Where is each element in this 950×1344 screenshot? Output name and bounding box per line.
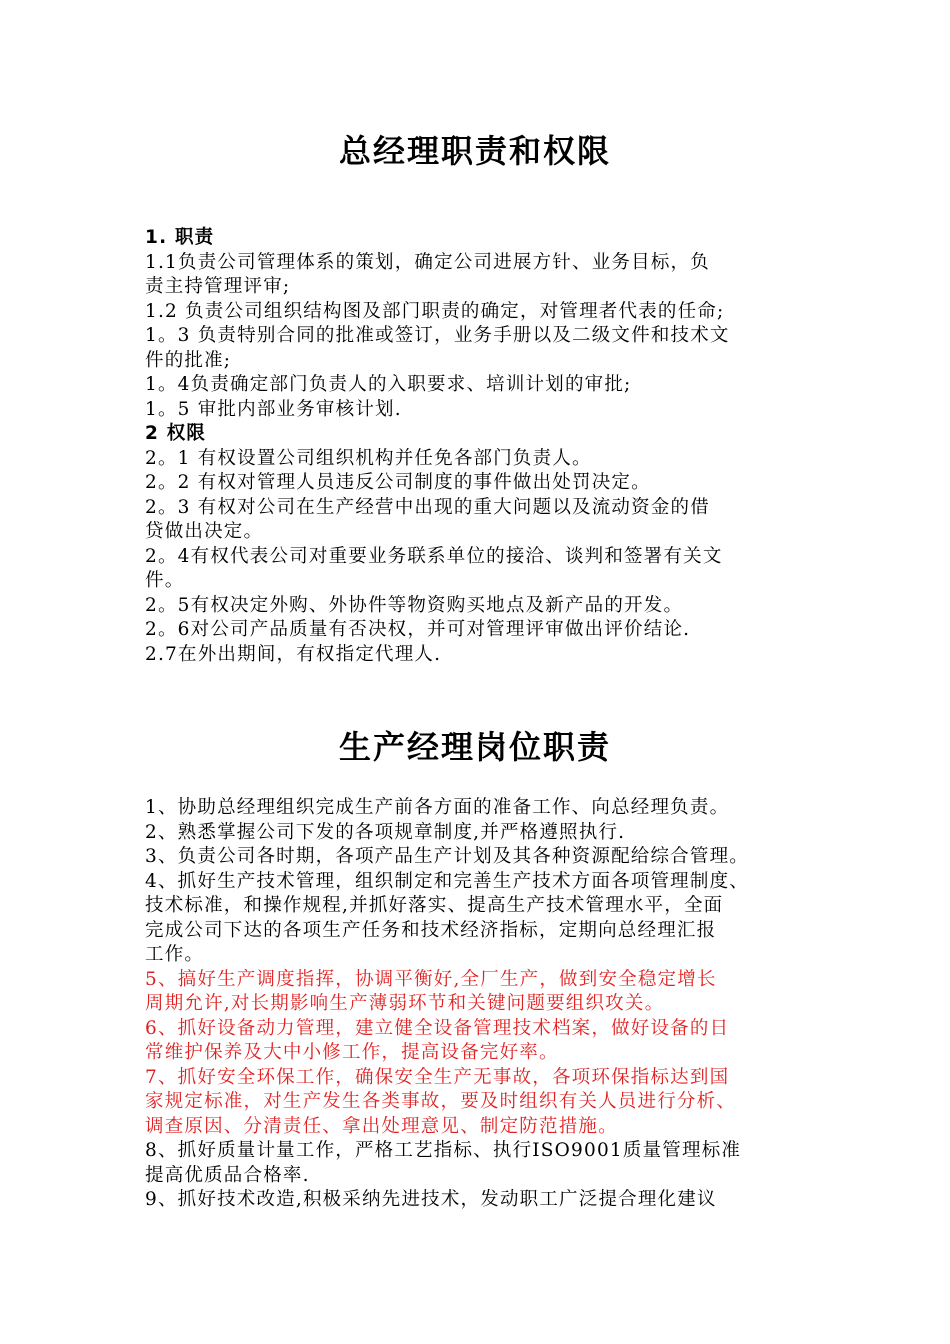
- text-line: 责主持管理评审;: [145, 276, 291, 297]
- text-line: 2。4有权代表公司对重要业务联系单位的接洽、谈判和签署有关文: [145, 545, 723, 567]
- text-line: 9、抓好技术改造,积极采纳先进技术，发动职工广泛提合理化建议: [145, 1189, 717, 1210]
- text-line: 2、熟悉掌握公司下发的各项规章制度,并严格遵照执行.: [145, 821, 626, 843]
- text-line: 1。3 负责特别合同的批准或签订，业务手册以及二级文件和技术文: [145, 325, 730, 346]
- text-line: 2.7在外出期间，有权指定代理人.: [145, 643, 442, 665]
- text-line: 2。2 有权对管理人员违反公司制度的事件做出处罚决定。: [145, 472, 651, 493]
- general-manager-duties-body: [145, 226, 815, 667]
- text-line: 1。4负责确定部门负责人的入职要求、培训计划的审批;: [145, 374, 632, 395]
- heading-authority: 2 权限: [145, 423, 207, 444]
- text-line: 1.2 负责公司组织结构图及部门职责的确定，对管理者代表的任命;: [145, 300, 725, 322]
- highlighted-text-line: 调查原因、分清责任、拿出处理意见、制定防范措施。: [145, 1115, 618, 1137]
- text-line: 工作。: [145, 944, 205, 965]
- text-line: 3、负责公司各时期，各项产品生产计划及其各种资源配给综合管理。: [145, 846, 749, 867]
- text-line: 提高优质品合格率.: [145, 1164, 310, 1186]
- text-line: 完成公司下达的各项生产任务和技术经济指标，定期向总经理汇报: [145, 919, 717, 941]
- highlighted-text-line: 常维护保养及大中小修工作，提高设备完好率。: [145, 1042, 559, 1063]
- highlighted-text-line: 7、抓好安全环保工作，确保安全生产无事故，各项环保指标达到国: [145, 1066, 730, 1088]
- text-line: 2。6对公司产品质量有否决权，并可对管理评审做出评价结论.: [145, 619, 691, 640]
- text-line: 1、协助总经理组织完成生产前各方面的准备工作、向总经理负责。: [145, 797, 730, 818]
- highlighted-text-line: 家规定标准，对生产发生各类事故，要及时组织有关人员进行分析、: [145, 1091, 737, 1112]
- text-line: 件。: [145, 570, 185, 591]
- text-line: 件的批准;: [145, 349, 232, 371]
- text-line: 1。5 审批内部业务审核计划.: [145, 398, 402, 420]
- text-line: 8、抓好质量计量工作，严格工艺指标、执行ISO9001质量管理标准: [145, 1140, 742, 1161]
- heading-duties: 1. 职责: [145, 227, 215, 248]
- section-title-general-manager: 总经理职责和权限: [338, 132, 611, 170]
- highlighted-text-line: 6、抓好设备动力管理，建立健全设备管理技术档案，做好设备的日: [145, 1017, 730, 1039]
- text-line: 4、抓好生产技术管理，组织制定和完善生产技术方面各项管理制度、: [145, 870, 749, 892]
- section-title-production-manager: 生产经理岗位职责: [338, 728, 611, 766]
- text-line: 贷做出决定。: [145, 521, 264, 542]
- text-line: 技术标准，和操作规程,并抓好落实、提高生产技术管理水平，全面: [145, 895, 724, 916]
- text-line: 2。1 有权设置公司组织机构并任免各部门负责人。: [145, 447, 592, 469]
- production-manager-duties-body: [145, 796, 815, 1213]
- highlighted-text-line: 5、搞好生产调度指挥，协调平衡好,全厂生产，做到安全稳定增长: [145, 968, 717, 990]
- text-line: 2。3 有权对公司在生产经营中出现的重大问题以及流动资金的借: [145, 496, 710, 518]
- highlighted-text-line: 周期允许,对长期影响生产薄弱环节和关键问题要组织攻关。: [145, 993, 665, 1014]
- text-line: 2。5有权决定外购、外协件等物资购买地点及新产品的开发。: [145, 594, 684, 616]
- text-line: 1.1负责公司管理体系的策划，确定公司进展方针、业务目标，负: [145, 251, 710, 273]
